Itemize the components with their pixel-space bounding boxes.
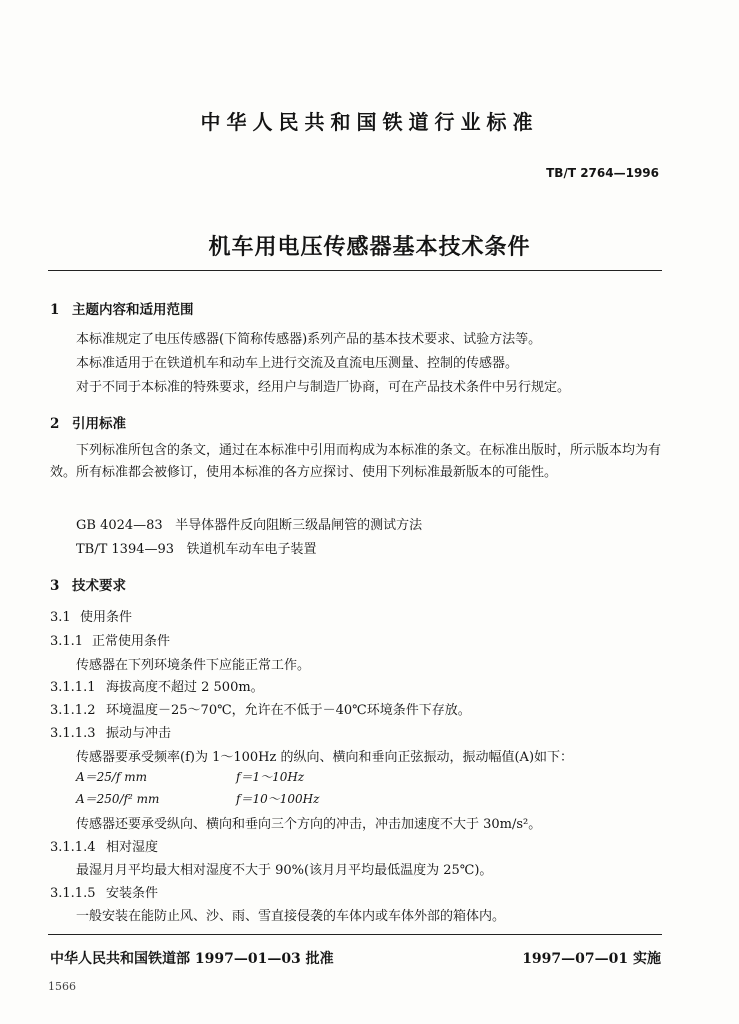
formula-1-right: f＝1～10Hz <box>236 770 305 784</box>
clause-3-1-1-3 <box>50 722 171 741</box>
section-title: 技术要求 <box>72 578 126 594</box>
reference-title: 半导体器件反向阻断三级晶闸管的测试方法 <box>175 518 423 533</box>
installation-text: 一般安装在能防止风、沙、雨、雪直接侵袭的车体内或车体外部的箱体内。 <box>76 909 506 924</box>
section-1-paragraph-3: 对于不同于本标准的特殊要求，经用户与制造厂协商，可在产品技术条件中另行规定。 <box>76 380 571 395</box>
clause-3-1-1 <box>50 630 170 649</box>
section-1-paragraph-1: 本标准规定了电压传感器(下简称传感器)系列产品的基本技术要求、试验方法等。 <box>76 332 542 347</box>
document-title: 机车用电压传感器基本技术条件 <box>208 234 531 260</box>
section-number: 3 <box>50 578 60 594</box>
section-2-heading <box>50 412 126 432</box>
clause-number: 3.1.1.2 <box>50 703 96 718</box>
clause-text: 环境温度－25～70℃，允许在不低于－40℃环境条件下存放。 <box>106 703 471 718</box>
section-2-paragraph: 下列标准所包含的条文，通过在本标准中引用而构成为本标准的条文。在标准出版时，所示版本均为有效。所有标准都会被修订，使用本标准的各方应探讨、使用下列标准最新版本的可能性。 <box>50 443 662 480</box>
clause-number: 3.1.1.1 <box>50 680 96 695</box>
clause-title: 使用条件 <box>80 610 133 625</box>
clause-3-1-1-text: 传感器在下列环境条件下应能正常工作。 <box>76 658 311 673</box>
clause-title: 振动与冲击 <box>106 726 172 741</box>
section-1-paragraph-2: 本标准适用于在铁道机车和动车上进行交流及直流电压测量、控制的传感器。 <box>76 356 519 371</box>
clause-number: 3.1.1.3 <box>50 726 96 741</box>
clause-number: 3.1.1.4 <box>50 840 96 855</box>
clause-title: 正常使用条件 <box>92 634 171 649</box>
reference-1 <box>76 514 422 533</box>
clause-number: 3.1.1 <box>50 634 84 649</box>
reference-code: GB 4024—83 <box>76 518 163 533</box>
clause-title: 安装条件 <box>106 886 159 901</box>
approval-date: 中华人民共和国铁道部 1997—01—03 批准 <box>50 951 334 967</box>
clause-title: 相对湿度 <box>106 840 159 855</box>
section-title: 引用标准 <box>72 416 126 432</box>
section-1-heading <box>50 298 194 318</box>
shock-text: 传感器还要承受纵向、横向和垂向三个方向的冲击，冲击加速度不大于 30m/s²。 <box>76 817 542 832</box>
section-number: 1 <box>50 302 60 318</box>
standard-code: TB/T 2764—1996 <box>546 166 659 180</box>
clause-3-1-1-2 <box>50 699 471 718</box>
section-title: 主题内容和适用范围 <box>72 302 194 318</box>
clause-3-1-1-5 <box>50 882 158 901</box>
footer-divider <box>48 934 662 935</box>
clause-text: 海拔高度不超过 2 500m。 <box>106 680 264 695</box>
clause-number: 3.1.1.5 <box>50 886 96 901</box>
reference-code: TB/T 1394—93 <box>76 542 175 557</box>
implementation-date: 1997—07—01 实施 <box>522 951 661 967</box>
formula-2-right: f＝10～100Hz <box>236 792 320 806</box>
humidity-text: 最湿月月平均最大相对湿度不大于 90%(该月月平均最低温度为 25℃)。 <box>76 863 493 878</box>
industry-standard-heading: 中华人民共和国铁道行业标准 <box>200 110 539 134</box>
clause-3-1 <box>50 606 132 625</box>
formula-2-left: A＝250/f² mm <box>76 792 160 806</box>
section-3-heading <box>50 574 126 594</box>
section-number: 2 <box>50 416 60 432</box>
page-number: 1566 <box>48 980 76 993</box>
clause-number: 3.1 <box>50 610 71 625</box>
reference-2 <box>76 538 316 557</box>
vibration-text: 传感器要承受频率(f)为 1～100Hz 的纵向、横向和垂向正弦振动，振动幅值(A)如下： <box>76 750 574 765</box>
reference-title: 铁道机车动车电子装置 <box>186 542 317 557</box>
clause-3-1-1-4 <box>50 836 158 855</box>
formula-1-left: A＝25/f mm <box>76 770 147 784</box>
clause-3-1-1-1 <box>50 676 264 695</box>
title-divider <box>48 270 662 271</box>
